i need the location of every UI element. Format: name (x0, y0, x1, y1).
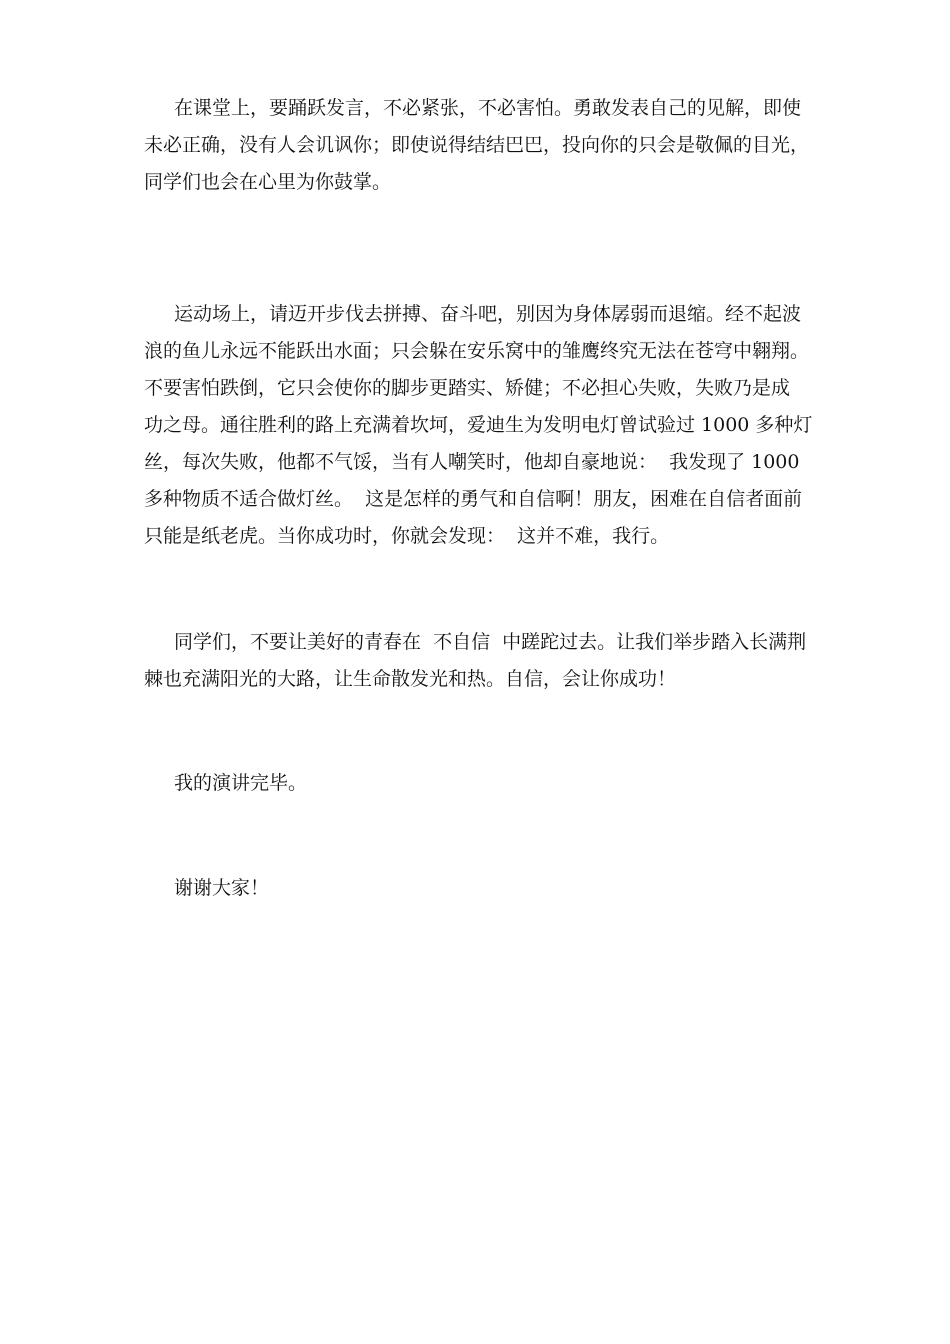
paragraph-line: 棘也充满阳光的大路，让生命散发光和热。自信，会让你成功！ (144, 668, 677, 690)
paragraph-line: 丝，每次失败，他都不气馁，当有人嘲笑时，他却自豪地说： 我发现了 1000 (144, 451, 800, 473)
paragraph-line: 同学们也会在心里为你鼓掌。 (144, 171, 392, 193)
paragraph-line: 我的演讲完毕。 (174, 772, 308, 794)
paragraph-classroom (144, 90, 810, 201)
paragraph-thanks (144, 870, 810, 907)
paragraph-line: 运动场上，请迈开步伐去拼搏、奋斗吧，别因为身体孱弱而退缩。经不起波 (174, 303, 802, 325)
paragraph-line: 同学们，不要让美好的青春在 不自信 中蹉跎过去。让我们举步踏入长满荆 (174, 631, 807, 653)
paragraph-speech-end (144, 765, 810, 802)
paragraph-line: 在课堂上，要踊跃发言，不必紧张，不必害怕。勇敢发表自己的见解，即使 (174, 97, 802, 119)
paragraph-line: 功之母。通往胜利的路上充满着坎坷，爱迪生为发明电灯曾试验过 1000 多种灯 (144, 414, 813, 436)
paragraph-line: 多种物质不适合做灯丝。 这是怎样的勇气和自信啊！朋友，困难在自信者面前 (144, 488, 803, 510)
paragraph-line: 浪的鱼儿永远不能跃出水面；只会躲在安乐窝中的雏鹰终究无法在苍穹中翱翔。 (144, 340, 810, 362)
paragraph-line: 不要害怕跌倒，它只会使你的脚步更踏实、矫健；不必担心失败，失败乃是成 (144, 377, 791, 399)
paragraph-line: 只能是纸老虎。当你成功时，你就会发现： 这并不难，我行。 (144, 525, 670, 547)
paragraph-line: 谢谢大家！ (174, 877, 270, 899)
paragraph-sports-field (144, 296, 813, 555)
paragraph-classmates (144, 624, 810, 698)
paragraph-line: 未必正确，没有人会讥讽你；即使说得结结巴巴，投向你的只会是敬佩的目光， (144, 134, 810, 156)
